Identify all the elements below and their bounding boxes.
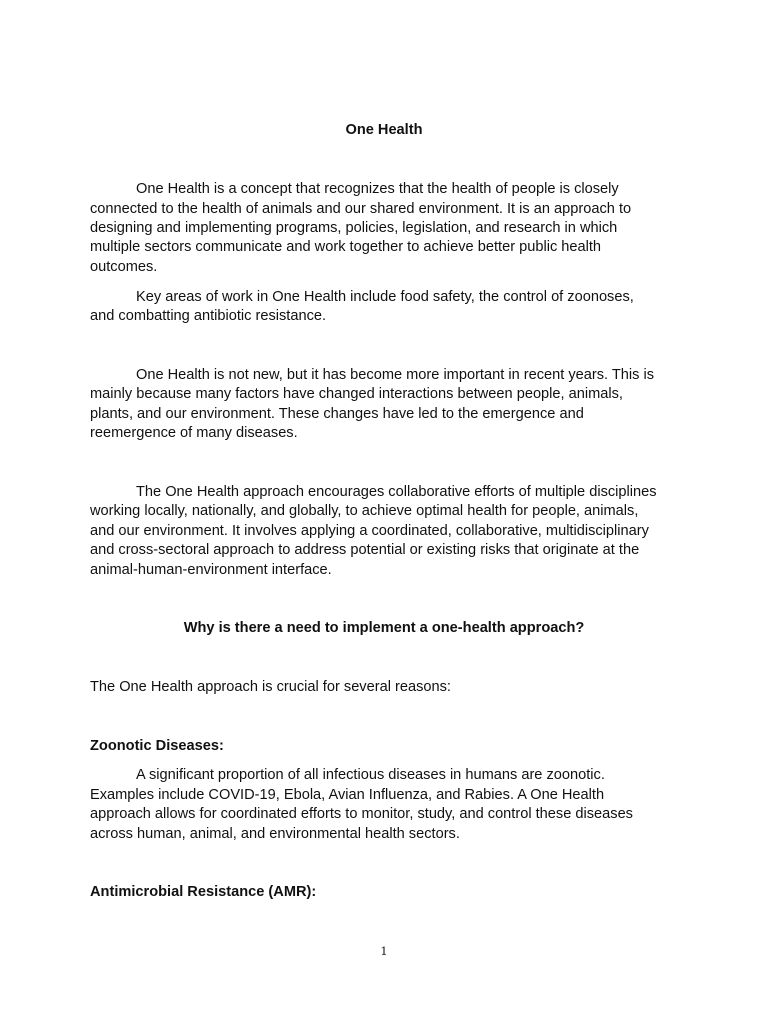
- not-new-line-3: plants, and our environment. These changes have led to the emergence and: [90, 406, 584, 422]
- not-new-line-2: mainly because many factors have changed interactions between people, animals,: [90, 386, 623, 402]
- key-areas-line-2: and combatting antibiotic resistance.: [90, 308, 327, 324]
- approach-line-4: and cross-sectoral approach to address potential or existing risks that originate at the: [90, 542, 640, 558]
- intro-line-2: connected to the health of animals and our shared environment. It is an approach to: [90, 201, 632, 217]
- intro-line-3: designing and implementing programs, policies, legislation, and research in which: [90, 220, 618, 236]
- intro-line-4: multiple sectors communicate and work together to achieve better public health: [90, 239, 602, 255]
- why-heading: Why is there a need to implement a one-health approach?: [183, 620, 585, 636]
- approach-line-3: and our environment. It involves applying a coordinated, collaborative, multidisciplinary: [90, 523, 649, 539]
- approach-line-5: animal-human-environment interface.: [90, 562, 332, 578]
- intro-line-1: One Health is a concept that recognizes that the health of people is closely: [136, 181, 619, 197]
- approach-line-1: The One Health approach encourages collaborative efforts of multiple disciplines: [136, 484, 657, 500]
- not-new-line-4: reemergence of many diseases.: [90, 425, 298, 441]
- zoonotic-heading: Zoonotic Diseases:: [90, 738, 224, 754]
- page-number: 1: [380, 945, 388, 958]
- document-title: One Health: [345, 122, 423, 138]
- zoonotic-line-4: across human, animal, and environmental health sectors.: [90, 826, 460, 842]
- reasons-intro: The One Health approach is crucial for several reasons:: [90, 679, 451, 695]
- zoonotic-line-3: approach allows for coordinated efforts to monitor, study, and control these diseases: [90, 806, 633, 822]
- amr-heading: Antimicrobial Resistance (AMR):: [90, 884, 317, 900]
- zoonotic-line-2: Examples include COVID-19, Ebola, Avian Influenza, and Rabies. A One Health: [90, 787, 605, 803]
- key-areas-line-1: Key areas of work in One Health include food safety, the control of zoonoses,: [136, 289, 634, 305]
- not-new-line-1: One Health is not new, but it has become more important in recent years. This is: [136, 367, 655, 383]
- intro-line-5: outcomes.: [90, 259, 158, 275]
- zoonotic-line-1: A significant proportion of all infectious diseases in humans are zoonotic.: [136, 767, 605, 783]
- approach-line-2: working locally, nationally, and globally, to achieve optimal health for people, animals,: [90, 503, 639, 519]
